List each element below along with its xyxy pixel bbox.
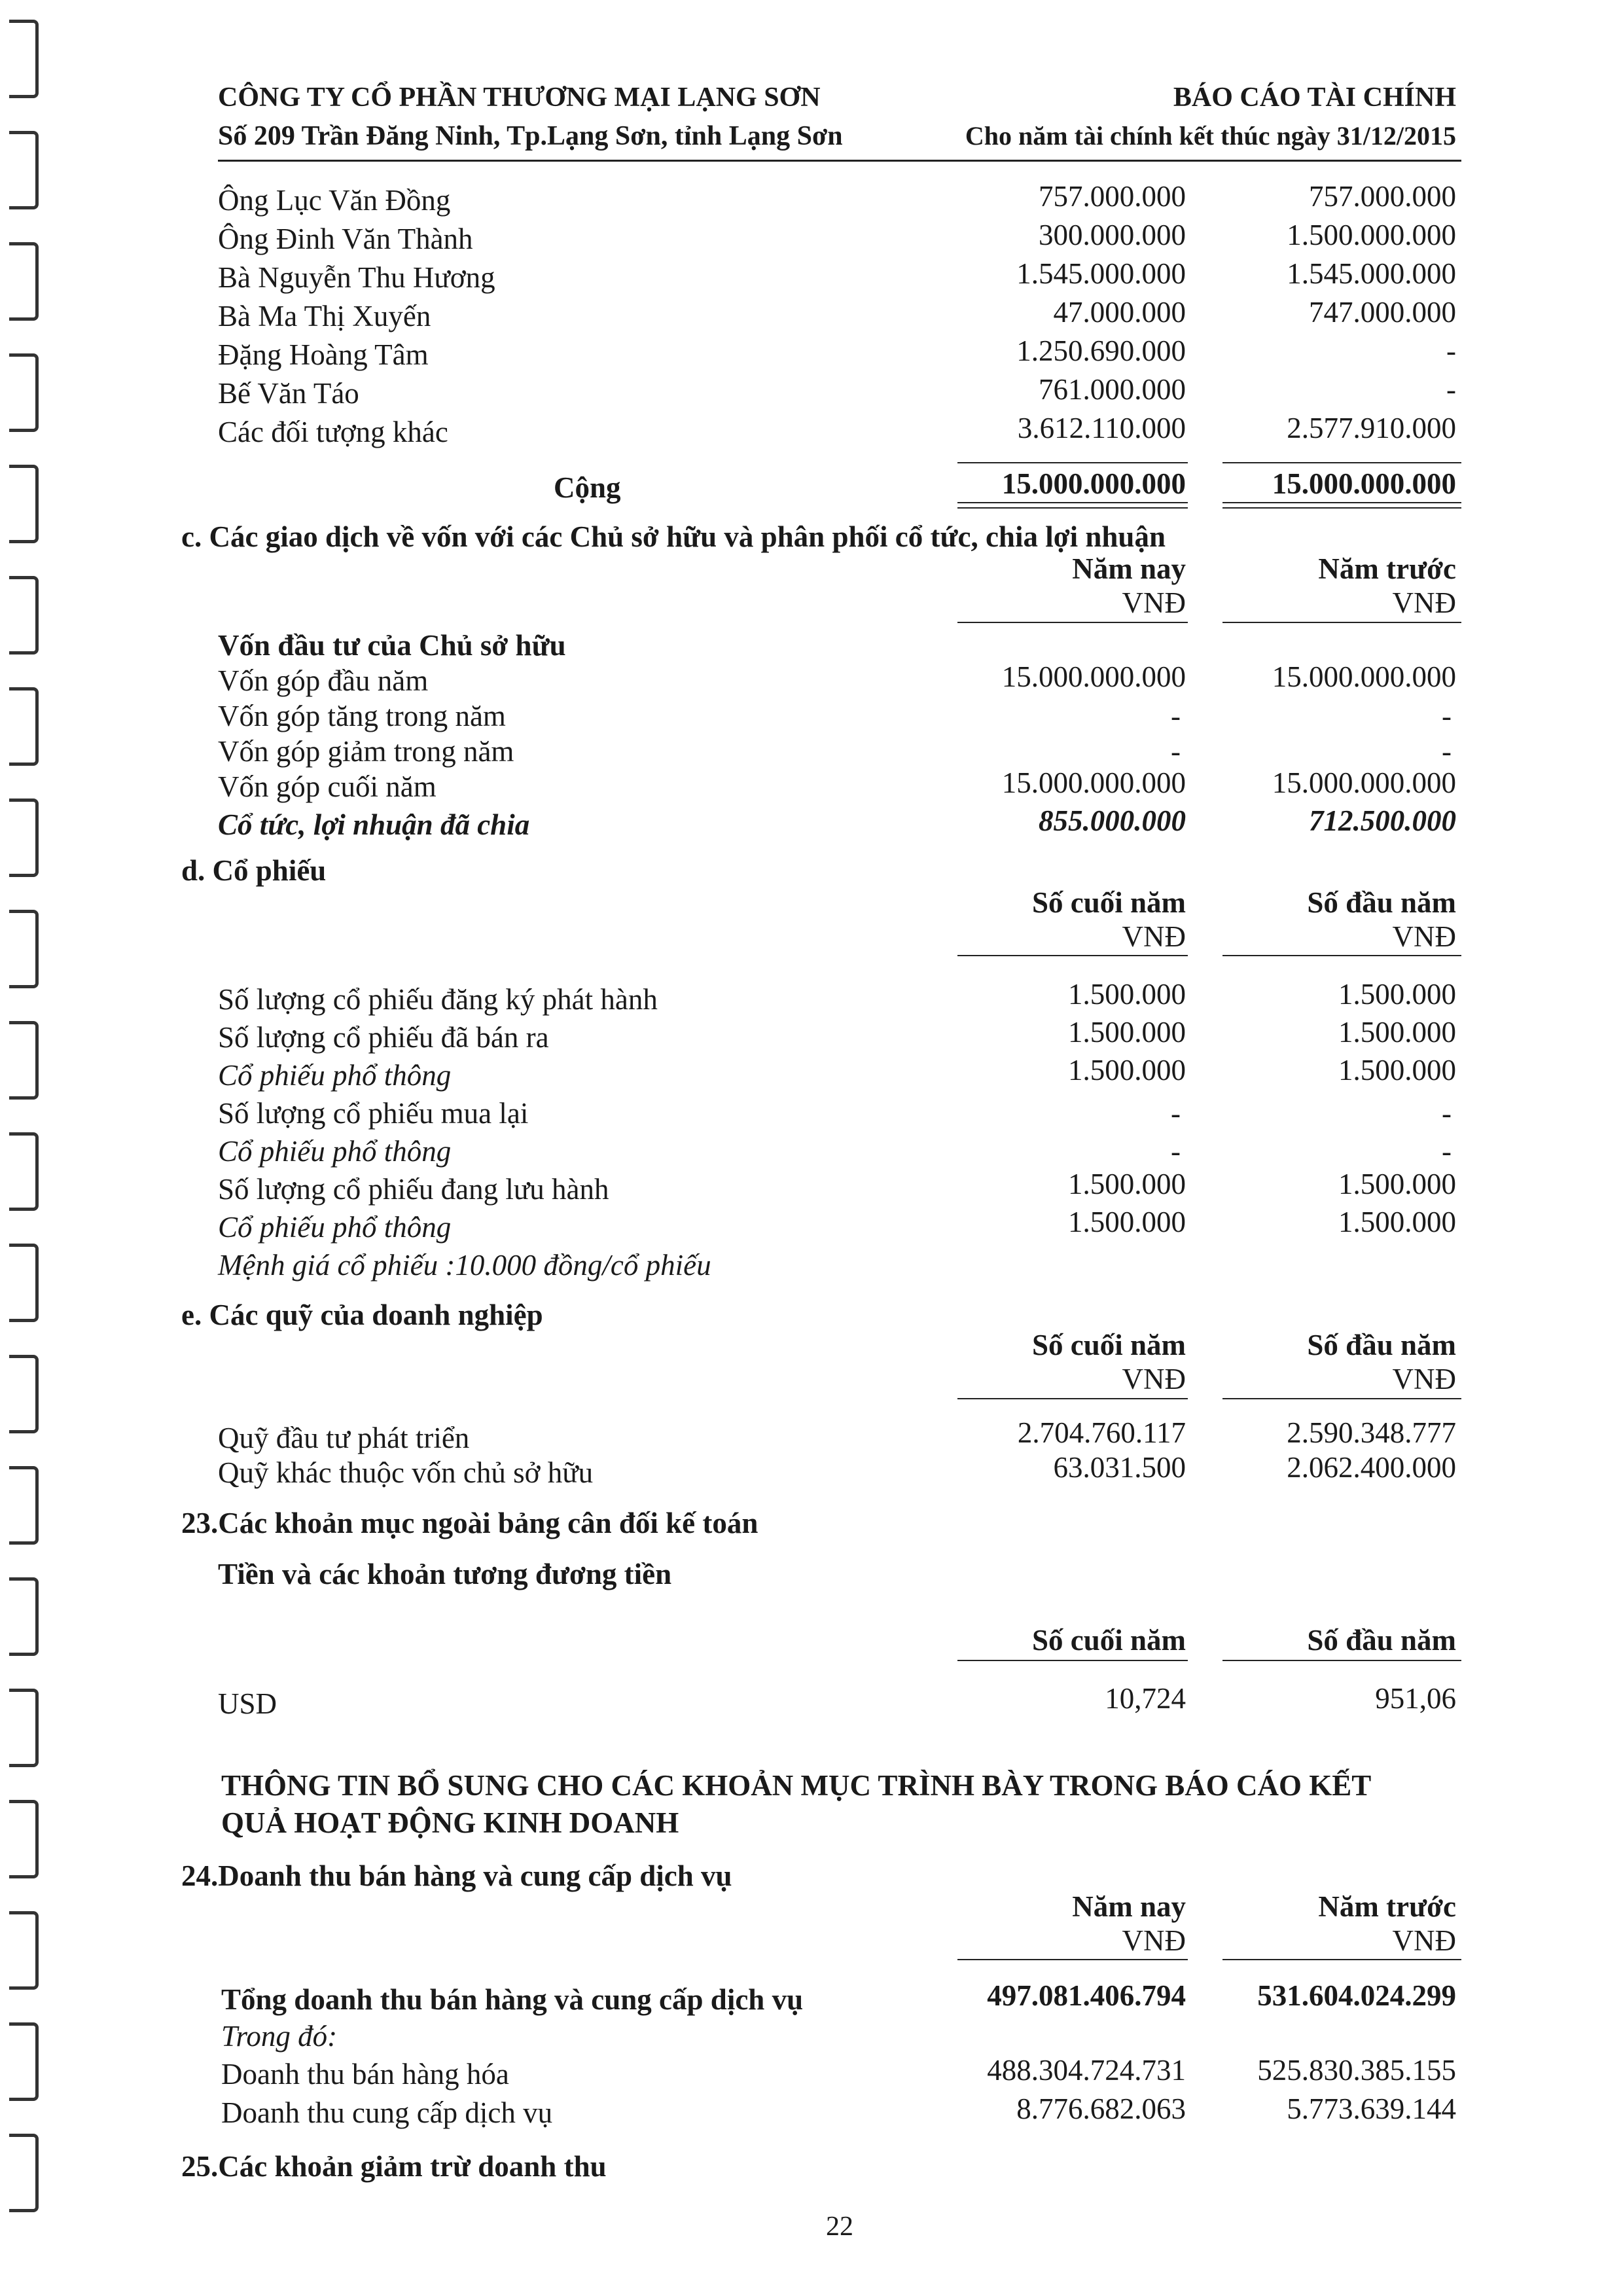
binding-ring: [9, 687, 39, 766]
row-previous: 5.773.639.144: [1287, 2092, 1456, 2125]
row-current: -: [1171, 700, 1181, 732]
row-current: -: [1171, 1135, 1181, 1168]
double-rule: [957, 502, 1188, 503]
shareholder-name: Các đối tượng khác: [218, 416, 448, 448]
company-address: Số 209 Trần Đăng Ninh, Tp.Lạng Sơn, tỉnh Lạng Sơn: [218, 121, 843, 151]
dividend-previous: 712.500.000: [1309, 804, 1456, 837]
total-current: 15.000.000.000: [1001, 467, 1186, 500]
section-d-title: d. Cổ phiếu: [181, 854, 327, 887]
binding-ring: [9, 1466, 39, 1545]
binding-ring: [9, 1800, 39, 1878]
shareholder-current: 300.000.000: [1039, 219, 1186, 251]
binding-ring: [9, 1355, 39, 1433]
shareholder-name: Bà Nguyễn Thu Hương: [218, 261, 495, 294]
column-rule: [957, 955, 1188, 956]
row-label: Cổ phiếu phổ thông: [218, 1059, 452, 1092]
supplement-heading-line2: QUẢ HOẠT ĐỘNG KINH DOANH: [221, 1806, 679, 1839]
subtotal-rule: [957, 462, 1188, 463]
revenue-total-current: 497.081.406.794: [987, 1979, 1186, 2012]
unit-label: VNĐ: [1392, 586, 1456, 619]
binding-ring: [9, 353, 39, 432]
total-label: Cộng: [554, 471, 621, 504]
unit-label: VNĐ: [1392, 1363, 1456, 1395]
binding-ring: [9, 798, 39, 877]
column-header: Số đầu năm: [1307, 1329, 1456, 1361]
report-period: Cho năm tài chính kết thúc ngày 31/12/2015: [965, 121, 1456, 151]
binding-ring: [9, 910, 39, 988]
row-current: 488.304.724.731: [987, 2054, 1186, 2087]
shareholder-previous: -: [1446, 373, 1456, 406]
row-previous: 2.062.400.000: [1287, 1451, 1456, 1484]
section-24-title: 24.Doanh thu bán hàng và cung cấp dịch vụ: [181, 1859, 732, 1892]
binding-strip: [0, 0, 59, 2296]
column-rule: [1222, 1660, 1461, 1661]
row-current: 1.500.000: [1068, 978, 1186, 1011]
column-header: Số đầu năm: [1307, 1624, 1456, 1657]
column-header: Năm nay: [1072, 552, 1186, 585]
row-previous: 1.500.000: [1338, 1206, 1456, 1238]
shareholder-current: 761.000.000: [1039, 373, 1186, 406]
row-label: Số lượng cổ phiếu đang lưu hành: [218, 1173, 609, 1206]
header-rule: [218, 160, 1461, 162]
binding-ring: [9, 242, 39, 321]
double-rule: [957, 507, 1188, 509]
column-rule: [1222, 1959, 1461, 1960]
shareholder-name: Bà Ma Thị Xuyến: [218, 300, 431, 332]
binding-ring: [9, 1244, 39, 1322]
row-label: Doanh thu bán hàng hóa: [221, 2058, 509, 2090]
shareholder-name: Ông Lục Văn Đồng: [218, 184, 451, 217]
section-23-title: 23.Các khoản mục ngoài bảng cân đối kế toán: [181, 1507, 758, 1539]
row-current: 10,724: [1105, 1682, 1186, 1715]
row-previous: -: [1442, 1097, 1452, 1130]
binding-ring: [9, 465, 39, 543]
row-current: -: [1171, 735, 1181, 768]
binding-ring: [9, 131, 39, 209]
unit-label: VNĐ: [1122, 586, 1186, 619]
column-rule: [1222, 622, 1461, 623]
binding-ring: [9, 1132, 39, 1211]
column-header: Năm trước: [1318, 1890, 1456, 1923]
shareholder-previous: 757.000.000: [1309, 180, 1456, 213]
column-header: Số cuối năm: [1031, 1329, 1186, 1361]
row-label: Vốn góp đầu năm: [218, 664, 429, 697]
binding-ring: [9, 2134, 39, 2212]
unit-label: VNĐ: [1122, 920, 1186, 953]
row-previous: 1.500.000: [1338, 978, 1456, 1011]
row-current: 1.500.000: [1068, 1054, 1186, 1086]
row-previous: -: [1442, 735, 1452, 768]
revenue-total-previous: 531.604.024.299: [1257, 1979, 1456, 2012]
report-title: BÁO CÁO TÀI CHÍNH: [1173, 82, 1456, 113]
shareholder-name: Bế Văn Táo: [218, 377, 359, 410]
shareholder-current: 1.250.690.000: [1016, 334, 1186, 367]
row-previous: 525.830.385.155: [1257, 2054, 1456, 2087]
row-previous: 2.590.348.777: [1287, 1416, 1456, 1449]
column-header: Số cuối năm: [1031, 886, 1186, 919]
column-rule: [957, 622, 1188, 623]
shareholder-previous: 2.577.910.000: [1287, 412, 1456, 444]
row-previous: 15.000.000.000: [1272, 660, 1456, 693]
row-current: 8.776.682.063: [1016, 2092, 1186, 2125]
unit-label: VNĐ: [1122, 1363, 1186, 1395]
column-rule: [1222, 955, 1461, 956]
revenue-total-label: Tổng doanh thu bán hàng và cung cấp dịch vụ: [221, 1983, 804, 2016]
unit-label: VNĐ: [1392, 920, 1456, 953]
row-label: Doanh thu cung cấp dịch vụ: [221, 2096, 553, 2129]
shareholder-previous: 747.000.000: [1309, 296, 1456, 329]
column-header: Số đầu năm: [1307, 886, 1456, 919]
row-current: 15.000.000.000: [1001, 766, 1186, 799]
row-current: 63.031.500: [1053, 1451, 1186, 1484]
row-current: 1.500.000: [1068, 1206, 1186, 1238]
shareholder-current: 757.000.000: [1039, 180, 1186, 213]
binding-ring: [9, 1689, 39, 1767]
dividend-label: Cổ tức, lợi nhuận đã chia: [218, 808, 530, 841]
row-previous: -: [1442, 1135, 1452, 1168]
page-number: 22: [826, 2212, 853, 2242]
binding-ring: [9, 20, 39, 98]
section-e-title: e. Các quỹ của doanh nghiệp: [181, 1299, 543, 1331]
row-label: Vốn góp giảm trong năm: [218, 735, 514, 768]
shareholder-current: 3.612.110.000: [1017, 412, 1186, 444]
column-rule: [957, 1959, 1188, 1960]
row-label: Quỹ khác thuộc vốn chủ sở hữu: [218, 1456, 594, 1489]
section-c-title: c. Các giao dịch về vốn với các Chủ sở hữu và phân phối cổ tức, chia lợi nhuận: [181, 520, 1166, 553]
total-previous: 15.000.000.000: [1272, 467, 1456, 500]
company-name: CÔNG TY CỔ PHẦN THƯƠNG MẠI LẠNG SƠN: [218, 82, 821, 113]
double-rule: [1222, 502, 1461, 503]
row-current: 1.500.000: [1068, 1168, 1186, 1200]
binding-ring: [9, 576, 39, 655]
binding-ring: [9, 1911, 39, 1990]
section-25-title: 25.Các khoản giảm trừ doanh thu: [181, 2150, 607, 2183]
row-label: Vốn góp tăng trong năm: [218, 700, 506, 732]
subtotal-rule: [1222, 462, 1461, 463]
group-heading: Vốn đầu tư của Chủ sở hữu: [218, 629, 566, 662]
column-header: Số cuối năm: [1031, 1624, 1186, 1657]
section-23-subtitle: Tiền và các khoản tương đương tiền: [218, 1558, 672, 1590]
dividend-current: 855.000.000: [1039, 804, 1186, 837]
column-header: Năm nay: [1072, 1890, 1186, 1923]
row-current: 2.704.760.117: [1017, 1416, 1186, 1449]
shareholder-name: Ông Đinh Văn Thành: [218, 223, 473, 255]
shareholder-previous: 1.545.000.000: [1287, 257, 1456, 290]
row-current: 1.500.000: [1068, 1016, 1186, 1049]
row-label: Quỹ đầu tư phát triển: [218, 1422, 470, 1454]
row-previous: 1.500.000: [1338, 1054, 1456, 1086]
column-header: Năm trước: [1318, 552, 1456, 585]
row-label: Vốn góp cuối năm: [218, 770, 437, 803]
row-label: Số lượng cổ phiếu đã bán ra: [218, 1021, 549, 1054]
row-previous: 15.000.000.000: [1272, 766, 1456, 799]
binding-ring: [9, 1021, 39, 1100]
shareholder-current: 1.545.000.000: [1016, 257, 1186, 290]
column-rule: [957, 1660, 1188, 1661]
row-previous: 951,06: [1375, 1682, 1456, 1715]
row-label: Cổ phiếu phổ thông: [218, 1211, 452, 1244]
unit-label: VNĐ: [1122, 1924, 1186, 1957]
binding-ring: [9, 2022, 39, 2101]
supplement-heading-line1: THÔNG TIN BỔ SUNG CHO CÁC KHOẢN MỤC TRÌNH BÀY TRONG BÁO CÁO KẾT: [221, 1769, 1372, 1802]
row-current: -: [1171, 1097, 1181, 1130]
column-rule: [1222, 1398, 1461, 1399]
row-previous: 1.500.000: [1338, 1016, 1456, 1049]
of-which-label: Trong đó:: [221, 2020, 338, 2053]
shareholder-name: Đặng Hoàng Tâm: [218, 338, 429, 371]
shareholder-current: 47.000.000: [1053, 296, 1186, 329]
row-label: Số lượng cổ phiếu mua lại: [218, 1097, 529, 1130]
binding-ring: [9, 1577, 39, 1656]
row-previous: -: [1442, 700, 1452, 732]
par-value-note: Mệnh giá cổ phiếu :10.000 đồng/cổ phiếu: [218, 1249, 711, 1282]
shareholder-previous: 1.500.000.000: [1287, 219, 1456, 251]
row-label: USD: [218, 1687, 277, 1720]
row-label: Số lượng cổ phiếu đăng ký phát hành: [218, 983, 658, 1016]
double-rule: [1222, 507, 1461, 509]
row-label: Cổ phiếu phổ thông: [218, 1135, 452, 1168]
column-rule: [957, 1398, 1188, 1399]
row-previous: 1.500.000: [1338, 1168, 1456, 1200]
row-current: 15.000.000.000: [1001, 660, 1186, 693]
unit-label: VNĐ: [1392, 1924, 1456, 1957]
shareholder-previous: -: [1446, 334, 1456, 367]
